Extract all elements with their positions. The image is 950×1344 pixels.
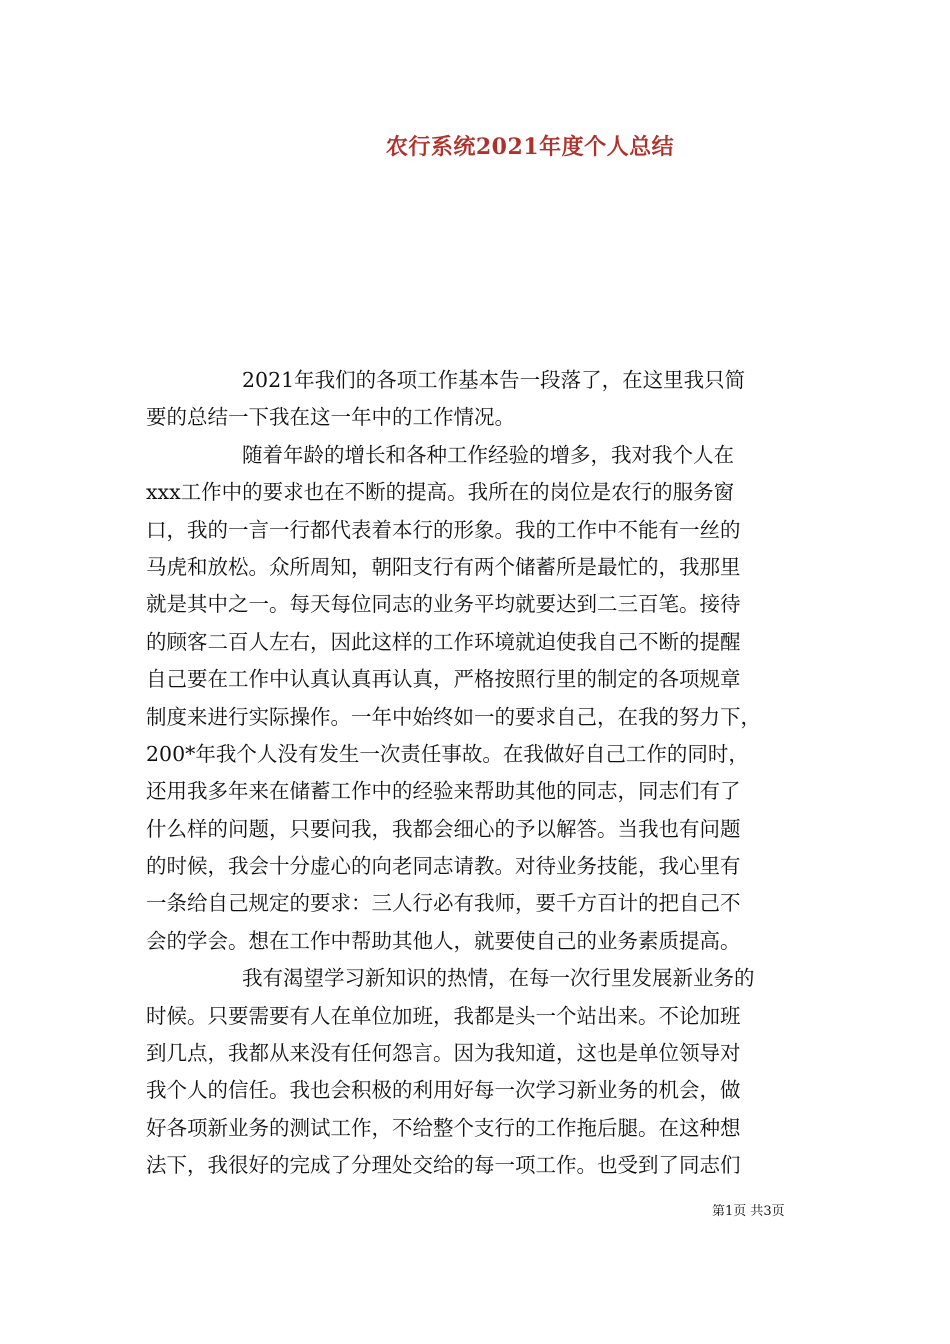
- paragraph-line: 我个人的信任。我也会积极的利用好每一次学习新业务的机会，做: [146, 1078, 741, 1103]
- paragraph-line: 随着年龄的增长和各种工作经验的增多，我对我个人在: [242, 442, 734, 467]
- paragraph-line: 要的总结一下我在这一年中的工作情况。: [146, 405, 515, 430]
- paragraph-line: 2021年我们的各项工作基本告一段落了，在这里我只简: [242, 368, 746, 392]
- page-number: 第1页 共3页: [712, 1204, 785, 1219]
- document-title: 农行系统2021年度个人总结: [385, 134, 675, 160]
- paragraph-line: 口，我的一言一行都代表着本行的形象。我的工作中不能有一丝的: [146, 517, 741, 542]
- paragraph-line: 好各项新业务的测试工作，不给整个支行的工作拖后腿。在这种想: [146, 1115, 741, 1140]
- paragraph-line: 什么样的问题，只要问我，我都会细心的予以解答。当我也有问题: [146, 816, 741, 841]
- paragraph-line: 的顾客二百人左右，因此这样的工作环境就迫使我自己不断的提醒: [146, 629, 741, 654]
- paragraph-line: 200*年我个人没有发生一次责任事故。在我做好自己工作的同时，: [146, 741, 749, 766]
- paragraph-line: 到几点，我都从来没有任何怨言。因为我知道，这也是单位领导对: [146, 1041, 741, 1066]
- document-body: [146, 362, 808, 1185]
- paragraph-line: 一条给自己规定的要求：三人行必有我师，要千方百计的把自己不: [146, 891, 741, 916]
- paragraph-line: 马虎和放松。众所周知，朝阳支行有两个储蓄所是最忙的，我那里: [146, 554, 741, 579]
- paragraph-line: 法下，我很好的完成了分理处交给的每一项工作。也受到了同志们: [146, 1153, 741, 1178]
- paragraph-line: 我有渴望学习新知识的热情，在每一次行里发展新业务的: [242, 966, 755, 991]
- paragraph-line: 自己要在工作中认真认真再认真，严格按照行里的制定的各项规章: [146, 667, 741, 692]
- paragraph-line: xxx工作中的要求也在不断的提高。我所在的岗位是农行的服务窗: [146, 480, 735, 505]
- paragraph-line: 就是其中之一。每天每位同志的业务平均就要达到二三百笔。接待: [146, 592, 741, 617]
- paragraph-line: 还用我多年来在储蓄工作中的经验来帮助其他的同志，同志们有了: [146, 779, 741, 804]
- paragraph-line: 时候。只要需要有人在单位加班，我都是头一个站出来。不论加班: [146, 1003, 741, 1028]
- paragraph-line: 会的学会。想在工作中帮助其他人，就要使自己的业务素质提高。: [146, 928, 741, 953]
- paragraph-line: 制度来进行实际操作。一年中始终如一的要求自己，在我的努力下，: [146, 704, 761, 729]
- paragraph-line: 的时候，我会十分虚心的向老同志请教。对待业务技能，我心里有: [146, 854, 741, 879]
